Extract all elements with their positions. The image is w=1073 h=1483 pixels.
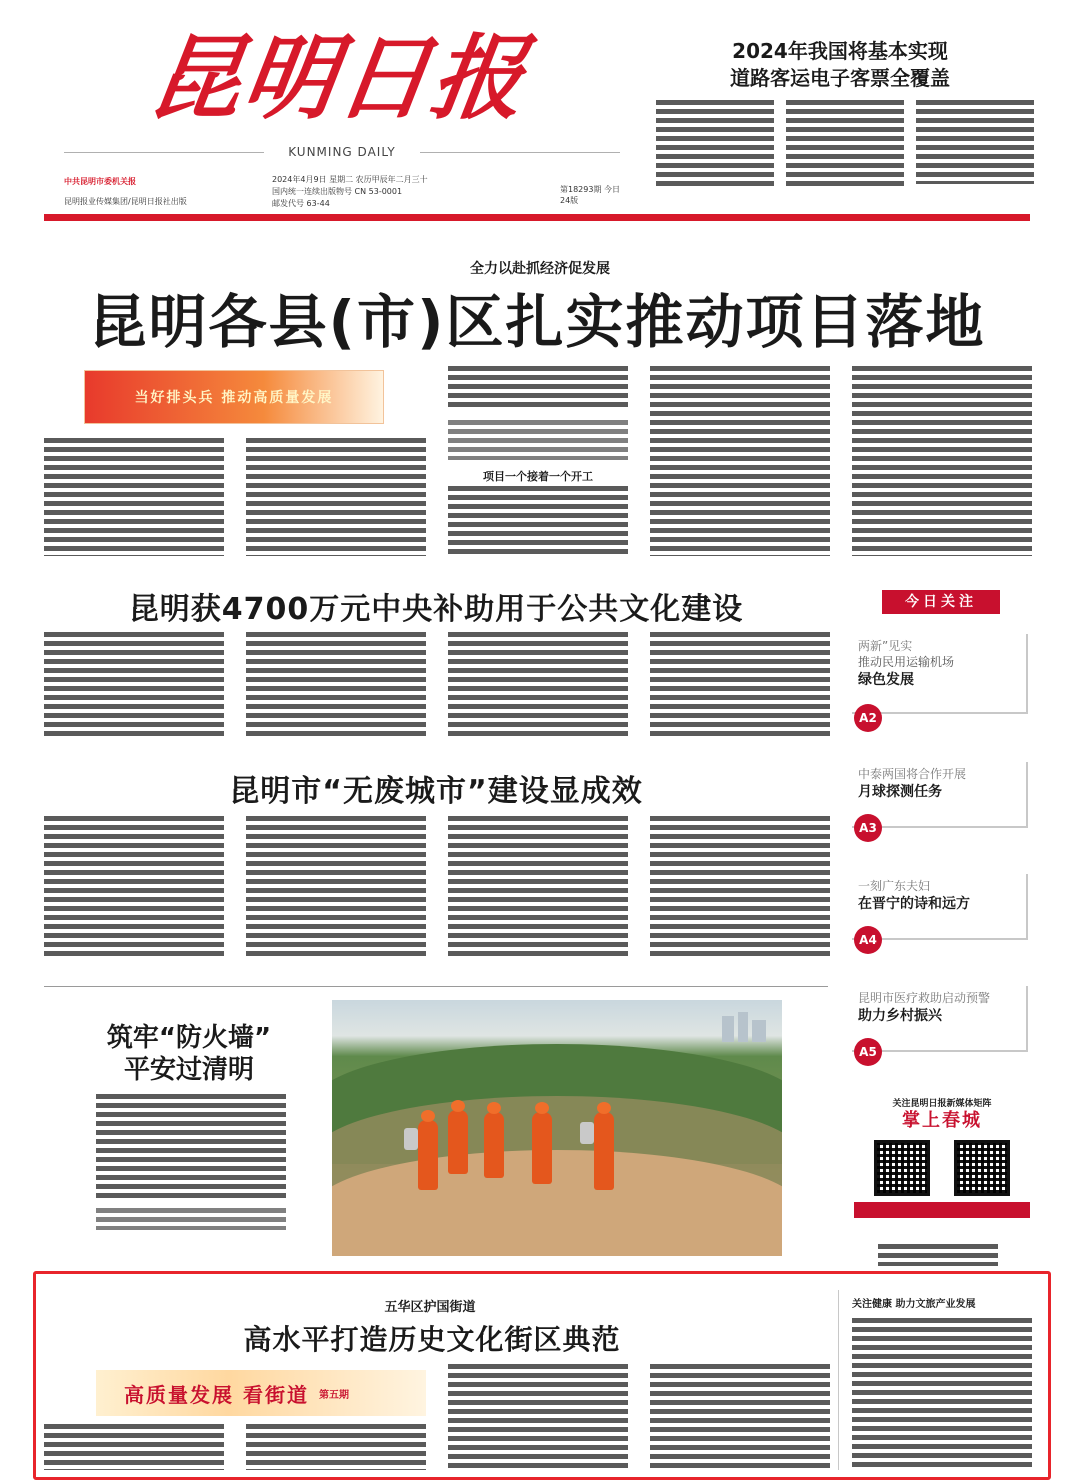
sidebar-item-3-kicker: 一刻广东夫妇 (858, 879, 931, 893)
lead-column-3c (448, 486, 628, 556)
code-line: 国内统一连续出版物号 CN 53-0001 (272, 187, 403, 196)
masthead-logo: 昆明日报 (142, 24, 534, 132)
sidebar-item-1[interactable] (852, 634, 1028, 714)
photo-story-caption (96, 1208, 286, 1230)
sidebar-item-1-title-line1: 推动民用运输机场 (858, 655, 955, 669)
sidebar-item-3-title: 在晋宁的诗和远方 (858, 896, 970, 912)
sidebar-item-1-page-arrow[interactable]: A2 (854, 704, 882, 732)
section-divider (44, 986, 828, 987)
story3-headline[interactable]: 昆明市“无废城市”建设显成效 (229, 774, 643, 809)
story3-column-2 (246, 816, 426, 956)
story3-column-3 (448, 816, 628, 956)
sidebar-item-2-kicker: 中泰两国将合作开展 (858, 767, 967, 781)
top-right-column-2 (786, 100, 904, 190)
story2-headline[interactable]: 昆明获4700万元中央补助用于公共文化建设 (128, 592, 744, 627)
lead-kicker: 全力以赴抓经济促发展 (470, 261, 610, 277)
publisher-line: 中共昆明市委机关报 (64, 177, 136, 186)
top-right-column-1 (656, 100, 774, 190)
photo-story-body (96, 1094, 286, 1198)
lead-banner: 当好排头兵 推动高质量发展 (84, 370, 384, 424)
sidebar-item-1-title-line2: 绿色发展 (858, 672, 914, 688)
story2-column-4 (650, 632, 830, 740)
story2-column-3 (448, 632, 628, 740)
qr-code-left[interactable] (874, 1140, 930, 1196)
bottom-banner-series: 第五期 (318, 1389, 349, 1401)
lead-column-4 (650, 366, 830, 556)
lead-column-1 (44, 438, 224, 556)
qr-code-block (854, 1098, 1030, 1218)
bottom-kicker: 五华区护国街道 (384, 1300, 476, 1315)
bottom-banner-text: 高质量发展 看街道 (124, 1382, 309, 1407)
date-line: 2024年4月9日 星期二 农历甲辰年二月三十 (272, 175, 428, 184)
qr-title: 掌上春城 (902, 1110, 982, 1131)
masthead-red-rule (44, 214, 1030, 221)
photo-story-headline-line2: 平安过清明 (123, 1055, 254, 1085)
sidebar-item-2-title: 月球探测任务 (858, 784, 942, 800)
sidebar-item-4-title: 助力乡村振兴 (858, 1008, 942, 1024)
highlight-frame (33, 1271, 1051, 1480)
editor-credits (878, 1244, 998, 1266)
top-right-column-3 (916, 100, 1034, 184)
sidebar-item-1-kicker: 两新”见实 (858, 639, 913, 653)
qr-heading: 关注昆明日报新媒体矩阵 (892, 1099, 992, 1109)
top-right-headline-line2: 道路客运电子客票全覆盖 (730, 66, 950, 90)
photo-story-headline[interactable] (104, 1022, 274, 1086)
lead-column-2 (246, 438, 426, 556)
sidebar-item-4-page-arrow[interactable]: A5 (854, 1038, 882, 1066)
sidebar-item-3-page-arrow[interactable]: A4 (854, 926, 882, 954)
sidebar-item-2-page-arrow[interactable]: A3 (854, 814, 882, 842)
top-right-headline-line1: 2024年我国将基本实现 (732, 39, 948, 63)
lead-headline[interactable]: 昆明各县(市)区扎实推动项目落地 (88, 288, 986, 356)
qr-code-right[interactable] (954, 1140, 1010, 1196)
top-right-headline[interactable] (660, 38, 1020, 92)
lead-column-3a (448, 366, 628, 410)
story2-column-1 (44, 632, 224, 740)
sidebar-item-4-kicker: 昆明市医疗救助启动预警 (858, 991, 991, 1005)
photo-story-headline-line1: 筑牢“防火墙” (106, 1023, 272, 1053)
story3-column-4 (650, 816, 830, 956)
lead-column-3b (448, 420, 628, 460)
sponsor-line: 昆明报业传媒集团/昆明日报社出版 (64, 197, 187, 206)
issue-info: 第18293期 今日24版 (560, 185, 620, 205)
forest-firefighters-photo (332, 1000, 782, 1256)
bottom-side-title: 关注健康 助力文旅产业发展 (852, 1299, 976, 1310)
story3-column-1 (44, 816, 224, 956)
post-code: 邮发代号 63-44 (272, 199, 330, 208)
today-focus-label: 今日关注 (882, 590, 1000, 614)
story2-column-2 (246, 632, 426, 740)
qr-bar (854, 1202, 1030, 1218)
bottom-headline[interactable]: 高水平打造历史文化街区典范 (243, 1323, 621, 1356)
masthead-english-name: KUNMING DAILY (64, 144, 620, 160)
lead-subhead: 项目一个接着一个开工 (483, 470, 593, 483)
lead-column-5 (852, 366, 1032, 556)
